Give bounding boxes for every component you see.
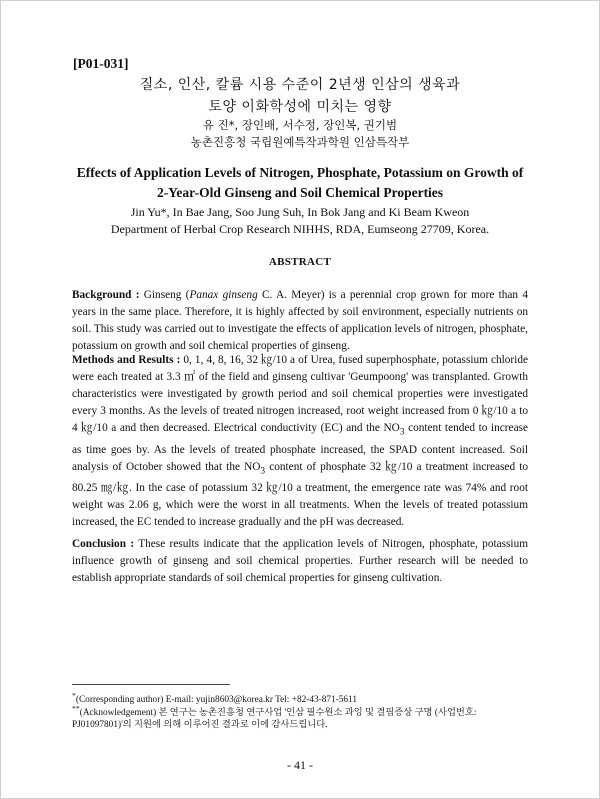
- conclusion-paragraph: [72, 536, 528, 587]
- methods-results-paragraph: [72, 352, 528, 531]
- korean-title-line1: 질소, 인산, 칼륨 시용 수준이 2년생 인삼의 생육과: [139, 77, 461, 93]
- background-label: Background :: [72, 289, 140, 301]
- korean-title-line2: 토양 이화학성에 미치는 영향: [208, 99, 392, 115]
- abstract-heading: ABSTRACT: [268, 256, 332, 268]
- footnote-text-1: (Corresponding author) E-mail: yujin8603@korea.kr Tel: +82-43-871-5611: [75, 695, 358, 706]
- abstract-code: [P01-031]: [73, 56, 129, 71]
- footnote-text-2: (Acknowledgement) 본 연구는 농촌진흥청 연구사업 '인삼 필수원소 과잉 및 결핍증상 구명 (사업번호: PJ01097801)'의 지원에 의해 이루어진 결과로 이에 감사드립니다.: [72, 708, 477, 731]
- footnote-acknowledgement: [72, 703, 528, 731]
- methods-text-part3: content of phosphate 32 ㎏/10 a treatment increased to 80.25 ㎎/㎏. In the case of potassium 32 ㎏/10 a treatment, the emergence rate was 74% and root weight was 2.06 g, which were the worst in all treatments. When the levels of treated potassium increased, the EC tended to increase gradually and the pH was decreased.: [72, 460, 528, 529]
- footnote-mark-2: **: [72, 704, 80, 713]
- english-affiliation: Department of Herbal Crop Research NIHHS, RDA, Eumseong 27709, Korea.: [110, 222, 490, 236]
- footnote-divider: [72, 684, 230, 685]
- methods-label: Methods and Results :: [72, 354, 181, 366]
- conclusion-label: Conclusion :: [72, 538, 135, 550]
- english-title-line1: Effects of Application Levels of Nitrogen, Phosphate, Potassium on Growth of: [76, 165, 524, 180]
- methods-text-part1: 0, 1, 4, 8, 16, 32 ㎏/10 a of Urea, fused superphosphate, potassium chloride were each treated at 3.3 ㎡ of the field and ginseng cultivar 'Geumpoong' was transplanted. Growth characteristics were investigated by growth period and soil chemical properties were investigated every 3 months. As the levels of treated nitrogen increased, root weight increased from 0 ㎏/10 a to 4 ㎏/10 a and then decreased. Electrical conductivity (EC) and the NO: [72, 354, 528, 435]
- english-authors: Jin Yu*, In Bae Jang, Soo Jung Suh, In Bok Jang and Ki Beam Kweon: [130, 205, 470, 219]
- no3-subscript-1: 3: [399, 427, 405, 438]
- korean-affiliation: 농촌진흥청 국립원예특작과학원 인삼특작부: [190, 135, 410, 149]
- conclusion-text: These results indicate that the application levels of Nitrogen, phosphate, potassium influence growth of ginseng and soil chemical properties. Further research will be needed to establish appropriate standards of soil chemical properties for ginseng cultivation.: [72, 538, 529, 585]
- methods-text-part2: content tended to increase as time goes by. As the levels of treated phosphate increased, the SPAD content increased. Soil analysis of October showed that the NO: [72, 422, 528, 473]
- no3-subscript-2: 3: [260, 466, 266, 477]
- korean-authors: 유 진*, 장인배, 서수정, 장인복, 권기범: [202, 118, 398, 132]
- english-title-line2: 2-Year-Old Ginseng and Soil Chemical Properties: [156, 185, 444, 200]
- background-paragraph: [72, 287, 528, 355]
- footnote-mark-1: *: [72, 691, 76, 700]
- species-name: Panax ginseng: [189, 289, 258, 301]
- page-number: - 41 -: [287, 758, 313, 772]
- background-text-pre: Ginseng (: [139, 289, 190, 301]
- background-text-post: C. A. Meyer) is a perennial crop grown for more than 4 years in the same place. Therefore, it is highly affected by soil environment, especially nutrients on soil. This study was carried out to investigate the effects of application levels of nitrogen, phosphate, potassium on growth and soil chemical properties of ginseng.: [72, 289, 528, 353]
